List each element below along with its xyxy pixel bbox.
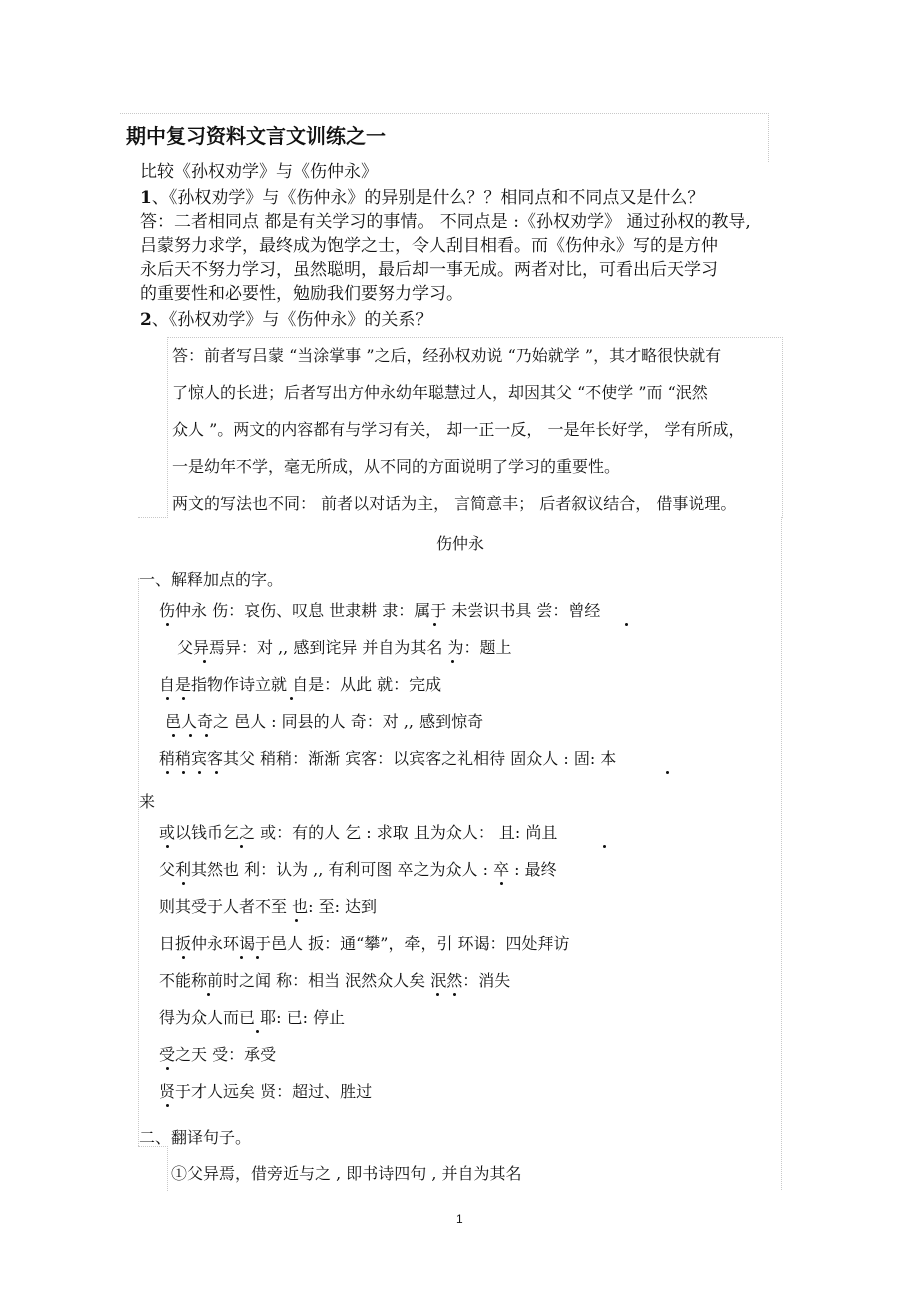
answer-1-line: 永后天不努力学习，虽然聪明，最后却一事无成。两者对比，可看出后天学习 — [140, 260, 718, 280]
emphasis-dot — [603, 845, 606, 848]
emphasis-dot — [290, 697, 293, 700]
section-frame-left — [138, 578, 139, 1146]
answer-2-line: 众人 ”。两文的内容都有与学习有关， 却一正一反， 一是年长好学， 学有所成， — [172, 420, 745, 439]
emphasis-dot — [166, 771, 169, 774]
part-1-line: 父利其然也 利：认为 ,, 有利可图 卒之为众人 : 卒 : 最终 — [159, 860, 557, 879]
question-2-text: 、《孙权劝学》与《伤仲永》的关系？ — [151, 310, 433, 330]
emphasis-dot — [166, 845, 169, 848]
emphasis-dot — [182, 882, 185, 885]
emphasis-dot — [166, 1067, 169, 1070]
part-1-line: 来 — [139, 792, 156, 811]
emphasis-dot — [182, 697, 185, 700]
part-1-line: 贤于才人远矣 贤：超过、胜过 — [159, 1082, 373, 1101]
question-1-number: 1 — [140, 188, 152, 208]
section-frame-right — [781, 517, 782, 1190]
part-1-line: 受之天 受：承受 — [159, 1045, 277, 1064]
part-1-heading: 一、解释加点的字。 — [139, 570, 284, 589]
part-1-line: 得为众人而已 耶: 已: 停止 — [159, 1008, 346, 1027]
question-1 — [140, 188, 704, 208]
answer-1-line: 的重要性和必要性，勉励我们要努力学习。 — [140, 284, 463, 304]
emphasis-dot — [453, 993, 456, 996]
emphasis-dot — [256, 956, 259, 959]
page-title: 期中复习资料文言文训练之一 — [126, 124, 386, 148]
emphasis-dot — [198, 771, 201, 774]
emphasis-dot — [256, 1030, 259, 1033]
emphasis-dot — [166, 1104, 169, 1107]
emphasis-dot — [182, 956, 185, 959]
part-1-line: 或以钱币乞之 或：有的人 乞 : 求取 且为众人： 且: 尚且 — [159, 823, 558, 842]
answer-2-line: 答：前者写吕蒙 “当涂掌事 ”之后，经孙权劝说 “乃始就学 ”，其才略很快就有 — [172, 346, 722, 365]
part-2-heading: 二、翻译句子。 — [139, 1128, 252, 1147]
emphasis-dot — [436, 993, 439, 996]
emphasis-dot — [203, 660, 206, 663]
emphasis-dot — [240, 845, 243, 848]
part2-frame-left — [167, 1146, 168, 1191]
part-1-line: 自是指物作诗立就 自是：从此 就：完成 — [159, 675, 442, 694]
part-1-line: 则其受于人者不至 也: 至: 达到 — [159, 897, 378, 916]
part-1-line: 日扳仲永环谒于邑人 扳：通“攀”，牵，引 环谒：四处拜访 — [159, 934, 570, 953]
emphasis-dot — [207, 993, 210, 996]
answer-2-line: 一是幼年不学，毫无所成，从不同的方面说明了学习的重要性。 — [172, 457, 621, 476]
emphasis-dot — [172, 734, 175, 737]
question-1-text: 、《孙权劝学》与《伤仲永》的异别是什么？？相同点和不同点又是什么？ — [151, 188, 705, 208]
answer-2-line: 了惊人的长进；后者写出方仲永幼年聪慧过人，却因其父 “不使学 ”而 “泯然 — [172, 383, 708, 402]
part-1-line: 父异焉异：对 ,, 感到诧异 并自为其名 为：题上 — [177, 638, 512, 657]
part-1-line: 不能称前时之闻 称：相当 泯然众人矣 泯然：消失 — [159, 971, 511, 990]
answer-1-line: 答：二者相同点 都是有关学习的事情。 不同点是 :《孙权劝学》 通过孙权的教导, — [140, 212, 751, 232]
emphasis-dot — [240, 956, 243, 959]
part-1-line: 邑人奇之 邑人 : 同县的人 奇：对 ,, 感到惊奇 — [165, 712, 484, 731]
part-2-line: ①父异焉，借旁近与之 , 即书诗四句 , 并自为其名 — [171, 1164, 522, 1183]
question-2 — [140, 310, 432, 330]
emphasis-dot — [182, 771, 185, 774]
emphasis-dot — [295, 919, 298, 922]
emphasis-dot — [433, 623, 436, 626]
emphasis-dot — [189, 734, 192, 737]
emphasis-dot — [205, 734, 208, 737]
emphasis-dot — [215, 771, 218, 774]
page-subtitle: 比较《孙权劝学》与《伤仲永》 — [140, 162, 378, 182]
page-number: 1 — [456, 1212, 463, 1226]
answer-2-line: 两文的写法也不同： 前者以对话为主， 言简意丰； 后者叙议结合， 借事说理。 — [172, 494, 737, 513]
emphasis-dot — [451, 660, 454, 663]
emphasis-dot — [666, 771, 669, 774]
emphasis-dot — [166, 623, 169, 626]
answer-1-line: 吕蒙努力求学，最终成为饱学之士，令人刮目相看。而《伤仲永》写的是方仲 — [140, 236, 718, 256]
part-1-line: 稍稍宾客其父 稍稍：渐渐 宾客：以宾客之礼相待 固众人 : 固: 本 — [159, 749, 617, 768]
emphasis-dot — [625, 623, 628, 626]
part-1-line: 伤仲永 伤：哀伤、叹息 世隶耕 隶：属于 未尝识书具 尝：曾经 — [159, 601, 601, 620]
answer2-frame-bottom — [138, 517, 168, 518]
emphasis-dot — [166, 697, 169, 700]
section-title: 伤仲永 — [436, 534, 485, 553]
question-2-number: 2 — [140, 310, 152, 330]
emphasis-dot — [500, 882, 503, 885]
